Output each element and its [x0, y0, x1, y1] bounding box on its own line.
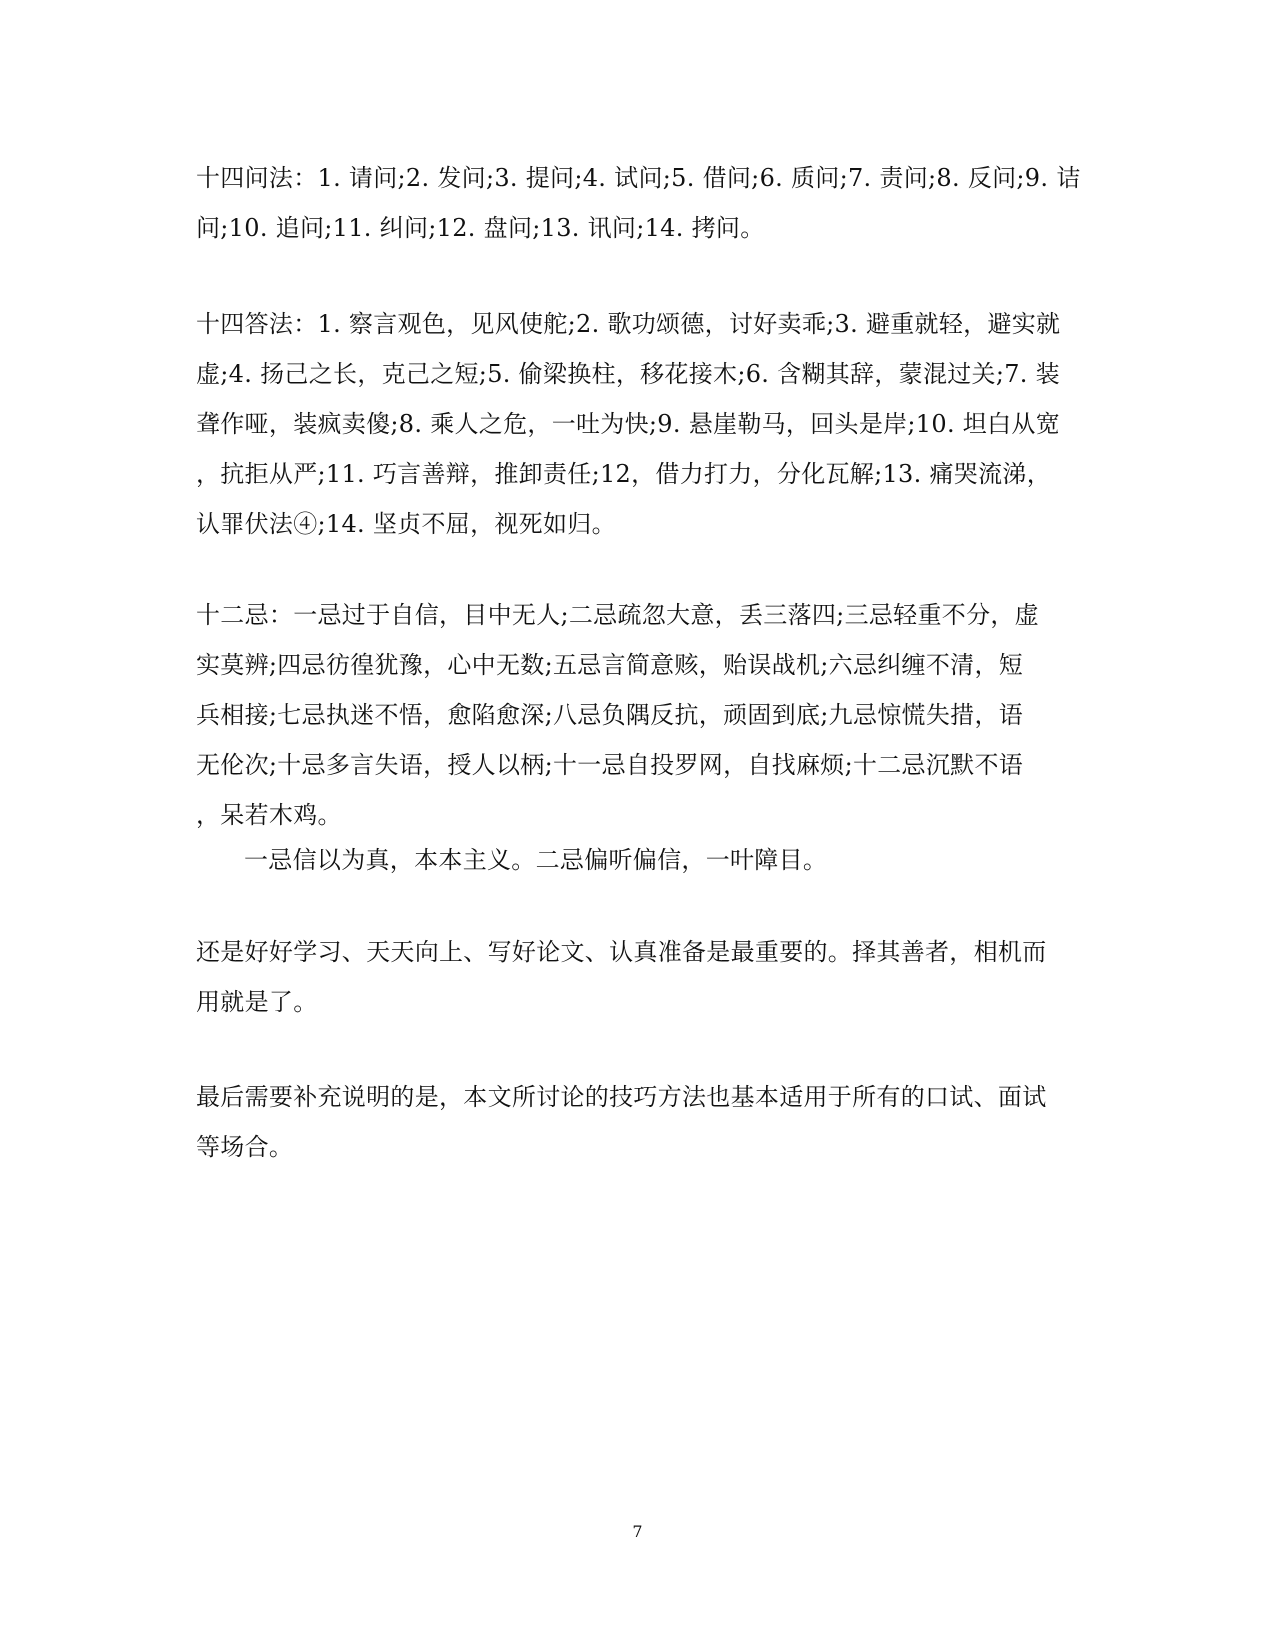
text-line: 问;10. 追问;11. 纠问;12. 盘问;13. 讯问;14. 拷问。 [196, 214, 765, 242]
text-line: 一忌信以为真，本本主义。二忌偏听偏信，一叶障目。 [244, 846, 828, 874]
page-number: 7 [632, 1522, 643, 1541]
twelve-taboos-paragraph [196, 590, 1076, 840]
closing-paragraph [196, 1072, 1076, 1172]
text-line: 无伦次;十忌多言失语，授人以柄;十一忌自投罗网，自找麻烦;十二忌沉默不语 [196, 751, 1024, 779]
text-line: 聋作哑，装疯卖傻;8. 乘人之危，一吐为快;9. 悬崖勒马，回头是岸;10. 坦白从宽 [196, 410, 1061, 438]
text-line: 认罪伏法④;14. 坚贞不屈，视死如归。 [196, 510, 616, 538]
text-line: 十四答法：1. 察言观色，见风使舵;2. 歌功颂德，讨好卖乖;3. 避重就轻，避实就 [196, 310, 1061, 338]
text-line: ，抗拒从严;11. 巧言善辩，推卸责任;12，借力打力，分化瓦解;13. 痛哭流涕， [196, 460, 1051, 488]
text-line: 实莫辨;四忌彷徨犹豫，心中无数;五忌言简意赅，贻误战机;六忌纠缠不清，短 [196, 651, 1024, 679]
two-taboos-paragraph [196, 835, 1076, 885]
text-line: 等场合。 [196, 1133, 294, 1161]
text-line: 还是好好学习、天天向上、写好论文、认真准备是最重要的。择其善者，相机而 [196, 938, 1047, 966]
text-line: 十二忌：一忌过于自信，目中无人;二忌疏忽大意，丢三落四;三忌轻重不分，虚 [196, 601, 1039, 629]
text-line: 虚;4. 扬己之长，克己之短;5. 偷梁换柱，移花接木;6. 含糊其辞，蒙混过关;7. 装 [196, 360, 1060, 388]
text-line: ，呆若木鸡。 [196, 801, 342, 829]
text-line: 用就是了。 [196, 988, 318, 1016]
text-line: 最后需要补充说明的是，本文所讨论的技巧方法也基本适用于所有的口试、面试 [196, 1083, 1047, 1111]
fourteen-answers-paragraph [196, 299, 1076, 549]
fourteen-questions-paragraph [196, 153, 1081, 253]
text-line: 十四问法：1. 请问;2. 发问;3. 提问;4. 试问;5. 借问;6. 质问;7. 责问;8. 反问;9. 诘 [196, 164, 1081, 192]
text-line: 兵相接;七忌执迷不悟，愈陷愈深;八忌负隅反抗，顽固到底;九忌惊慌失措，语 [196, 701, 1024, 729]
advice-paragraph [196, 927, 1076, 1027]
